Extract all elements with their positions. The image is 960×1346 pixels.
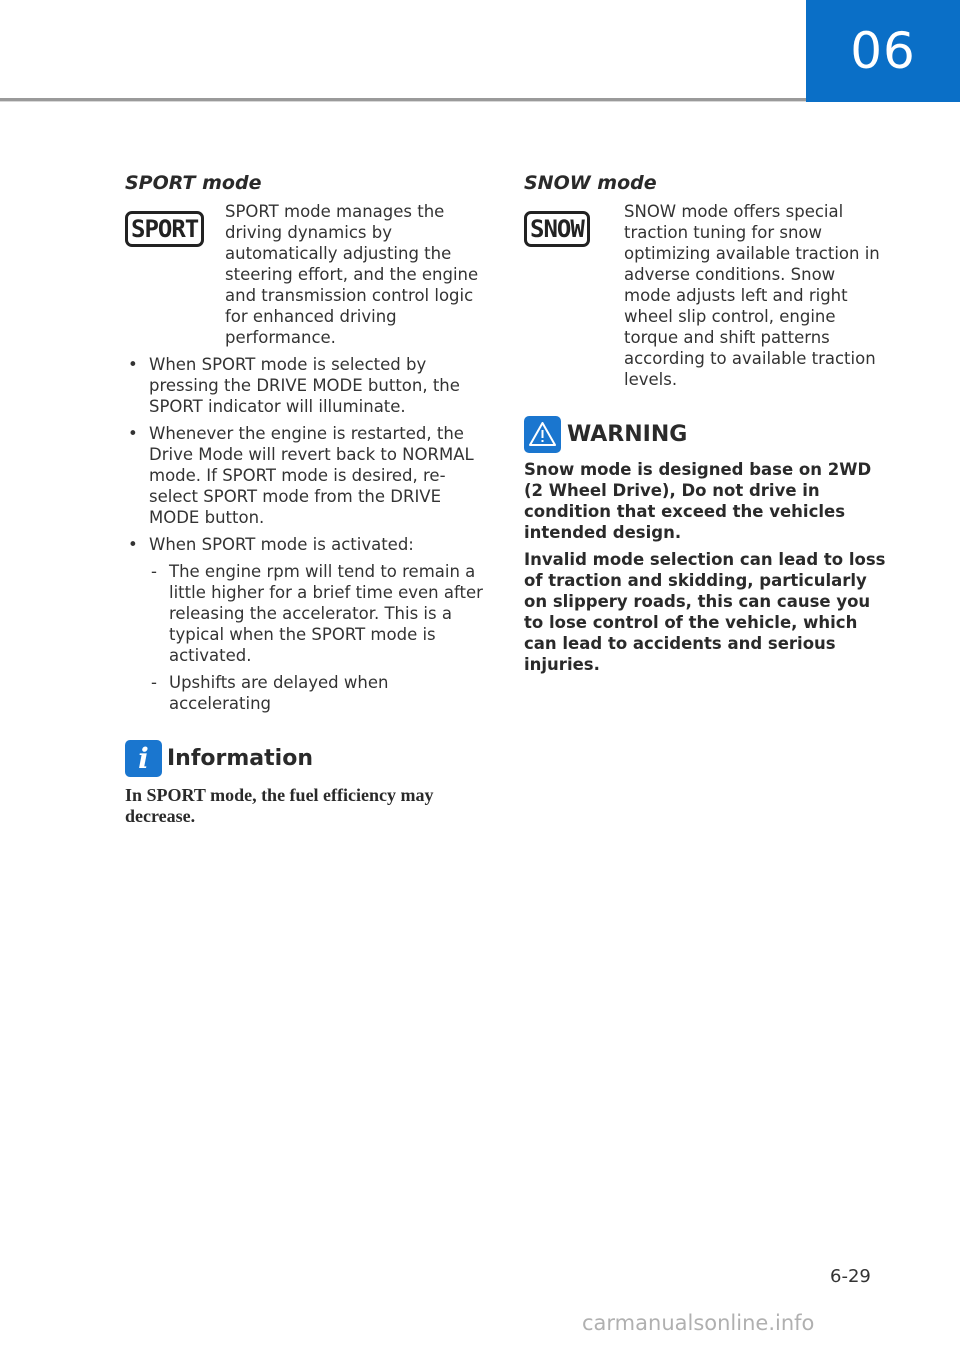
page-number: 6-29 xyxy=(830,1266,871,1287)
watermark: carmanualsonline.info xyxy=(582,1311,815,1335)
bullet-text: When SPORT mode is selected by pressing the DRIVE MODE button, the SPORT indicator will illuminate. xyxy=(149,355,460,416)
snow-mode-icon: SNOW xyxy=(524,211,590,247)
left-column xyxy=(125,172,490,827)
list-item xyxy=(149,561,490,666)
snow-mode-description: SNOW mode offers special traction tuning for snow optimizing available traction in adverse conditions. Snow mode adjusts left and right wheel slip control, engine torque and shift patterns according to available traction levels. xyxy=(624,202,880,389)
warning-paragraph: Snow mode is designed base on 2WD (2 Wheel Drive), Do not drive in condition that exceed the vehicles intended design. xyxy=(524,460,872,542)
warning-title: WARNING xyxy=(567,422,688,447)
bullet-text: Whenever the engine is restarted, the Drive Mode will revert back to NORMAL mode. If SPORT mode is desired, re-select SPORT mode from the DRIVE MODE button. xyxy=(149,424,474,527)
sport-mode-title: SPORT mode xyxy=(125,172,262,194)
sport-bullet-list xyxy=(125,354,490,714)
information-icon: i xyxy=(125,740,162,777)
header-rule-shadow xyxy=(0,101,806,102)
dash-icon: - xyxy=(151,562,157,581)
bullet-text: When SPORT mode is activated: xyxy=(149,535,414,554)
bullet-icon: • xyxy=(128,535,138,554)
information-text: In SPORT mode, the fuel efficiency may decrease. xyxy=(125,785,434,826)
dash-icon: - xyxy=(151,673,157,692)
sport-mode-description: SPORT mode manages the driving dynamics by automatically adjusting the steering effort, and the engine and transmission control logic for enhanced driving performance. xyxy=(225,202,479,347)
sub-bullet-text: The engine rpm will tend to remain a little higher for a brief time even after releasing the accelerator. This is a typical when the SPORT mode is activated. xyxy=(169,562,483,665)
bullet-icon: • xyxy=(128,355,138,374)
warning-heading xyxy=(524,416,886,453)
snow-mode-title: SNOW mode xyxy=(524,172,657,194)
sport-mode-icon: SPORT xyxy=(125,211,204,247)
warning-text xyxy=(524,459,886,675)
warning-triangle-icon xyxy=(529,422,556,446)
snow-mode-block xyxy=(524,201,886,390)
list-item xyxy=(149,672,490,714)
sport-sub-list xyxy=(149,561,490,714)
information-title: Information xyxy=(167,746,313,771)
list-item xyxy=(125,534,490,714)
sub-bullet-text: Upshifts are delayed when accelerating xyxy=(169,673,389,713)
bullet-icon: • xyxy=(128,424,138,443)
sport-mode-block xyxy=(125,201,490,348)
warning-icon xyxy=(524,416,561,453)
list-item xyxy=(125,423,490,528)
list-item xyxy=(125,354,490,417)
right-column xyxy=(524,172,886,681)
warning-paragraph: Invalid mode selection can lead to loss of traction and skidding, particularly on slippery roads, this can cause you to lose control of the vehicle, which can lead to accidents and serious injuries. xyxy=(524,550,886,674)
information-heading xyxy=(125,740,490,777)
chapter-tab: 06 xyxy=(806,0,960,102)
